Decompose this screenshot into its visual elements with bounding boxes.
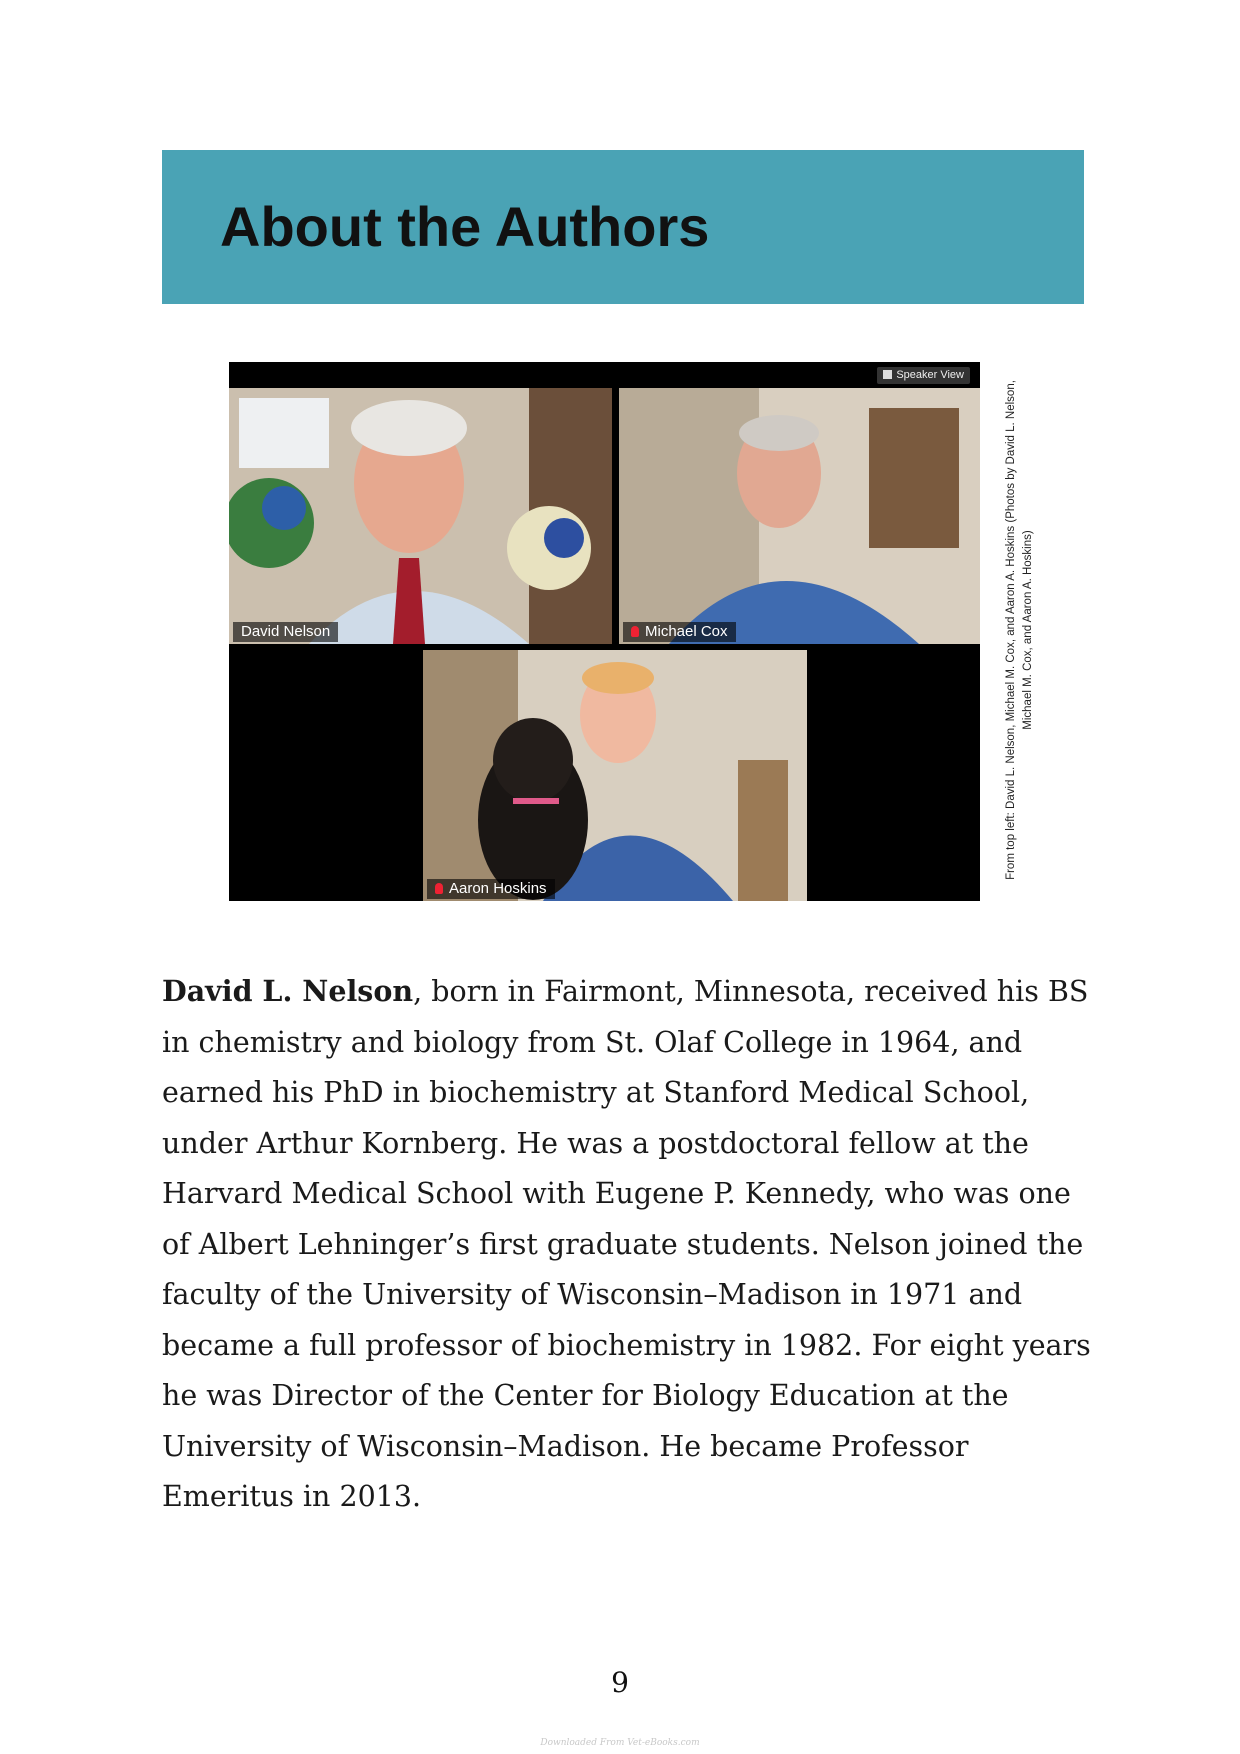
participant-tile-nelson	[229, 388, 612, 644]
hoskins-photo	[423, 650, 807, 901]
photo-caption-line: From top left: David L. Nelson, Michael M. Cox, and Aaron A. Hoskins (Photos by David L. Nelson,	[1005, 380, 1017, 880]
section-header	[162, 150, 1084, 304]
speaker-view-label	[877, 367, 970, 384]
participant-tile-cox	[619, 388, 980, 644]
author-name: David L. Nelson	[162, 974, 414, 1008]
page-title: About the Authors	[220, 195, 710, 258]
cox-photo	[619, 388, 980, 644]
participant-name-tag	[427, 879, 555, 899]
photo-caption-line: Michael M. Cox, and Aaron A. Hoskins)	[1022, 530, 1034, 730]
page-number: 9	[611, 1666, 629, 1699]
muted-mic-icon	[435, 883, 443, 894]
speaker-view-text: Speaker View	[896, 369, 964, 381]
video-call-photo	[229, 362, 980, 901]
participant-name: David Nelson	[241, 623, 331, 640]
video-call-topbar	[229, 362, 980, 388]
participant-name-tag	[233, 622, 338, 642]
watermark: Downloaded From Vet-eBooks.com	[540, 1738, 700, 1748]
participant-tile-hoskins	[423, 650, 807, 901]
author-bio-text: , born in Fairmont, Minnesota, received his BS in chemistry and biology from St. Olaf College in 1964, and earned his PhD in biochemistry at Stanford Medical School, under Arthur Kornberg. He was a postdoctoral fellow at the Harvard Medical School with Eugene P. Kennedy, who was one of Albert Lehninger’s first graduate students. Nelson joined the faculty of the University of Wisconsin–Madison in 1971 and became a full professor of biochemistry in 1982. For eight years he was Director of the Center for Biology Education at the University of Wisconsin–Madison. He became Professor Emeritus in 2013.	[162, 975, 1091, 1513]
participant-name-tag	[623, 622, 736, 642]
muted-mic-icon	[631, 626, 639, 637]
participant-name: Michael Cox	[645, 623, 728, 640]
participant-name: Aaron Hoskins	[449, 880, 547, 897]
grid-icon	[883, 370, 892, 379]
nelson-photo	[229, 388, 612, 644]
photo-caption	[1003, 360, 1037, 900]
author-bio	[162, 966, 1092, 1523]
